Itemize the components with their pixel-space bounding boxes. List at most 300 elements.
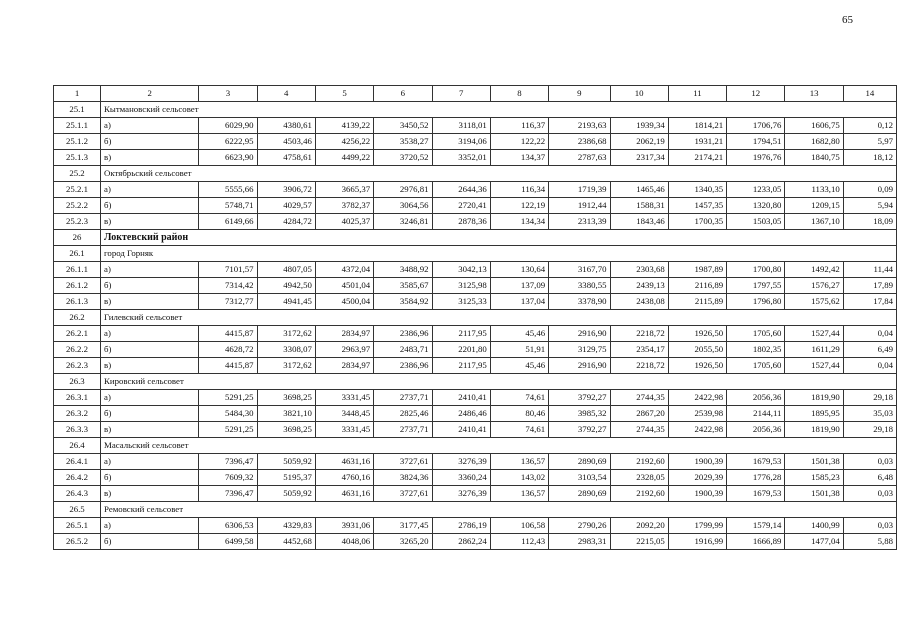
value-cell: 2737,71 bbox=[374, 422, 432, 438]
value-cell: 1700,35 bbox=[668, 214, 726, 230]
value-cell: 4942,50 bbox=[257, 278, 315, 294]
value-cell: 4139,22 bbox=[315, 118, 373, 134]
value-cell: 6499,58 bbox=[199, 534, 257, 550]
column-header: 5 bbox=[315, 86, 373, 102]
column-header: 13 bbox=[785, 86, 843, 102]
row-variant: а) bbox=[101, 326, 199, 342]
value-cell: 5555,66 bbox=[199, 182, 257, 198]
row-variant: б) bbox=[101, 342, 199, 358]
value-cell: 2092,20 bbox=[610, 518, 668, 534]
value-cell: 2834,97 bbox=[315, 358, 373, 374]
value-cell: 1926,50 bbox=[668, 326, 726, 342]
value-cell: 122,19 bbox=[490, 198, 548, 214]
value-cell: 2890,69 bbox=[549, 486, 610, 502]
table-row bbox=[54, 118, 897, 134]
row-code: 26.4.1 bbox=[54, 454, 101, 470]
value-cell: 4628,72 bbox=[199, 342, 257, 358]
value-cell: 5059,92 bbox=[257, 486, 315, 502]
value-cell: 1900,39 bbox=[668, 454, 726, 470]
section-row bbox=[54, 310, 897, 326]
value-cell: 3378,90 bbox=[549, 294, 610, 310]
value-cell: 2116,89 bbox=[668, 278, 726, 294]
row-code: 26.2.1 bbox=[54, 326, 101, 342]
value-cell: 1588,31 bbox=[610, 198, 668, 214]
row-code: 26 bbox=[54, 230, 101, 246]
value-cell: 29,18 bbox=[843, 422, 896, 438]
value-cell: 2976,81 bbox=[374, 182, 432, 198]
value-cell: 3265,20 bbox=[374, 534, 432, 550]
value-cell: 2174,21 bbox=[668, 150, 726, 166]
value-cell: 1666,89 bbox=[727, 534, 785, 550]
value-cell: 3906,72 bbox=[257, 182, 315, 198]
value-cell: 3125,98 bbox=[432, 278, 490, 294]
value-cell: 3172,62 bbox=[257, 326, 315, 342]
value-cell: 122,22 bbox=[490, 134, 548, 150]
value-cell: 1579,14 bbox=[727, 518, 785, 534]
value-cell: 4499,22 bbox=[315, 150, 373, 166]
value-cell: 3727,61 bbox=[374, 454, 432, 470]
value-cell: 3360,24 bbox=[432, 470, 490, 486]
table-row bbox=[54, 326, 897, 342]
value-cell: 2720,41 bbox=[432, 198, 490, 214]
value-cell: 2439,13 bbox=[610, 278, 668, 294]
row-variant: а) bbox=[101, 454, 199, 470]
value-cell: 3125,33 bbox=[432, 294, 490, 310]
row-code: 25.1.2 bbox=[54, 134, 101, 150]
value-cell: 3792,27 bbox=[549, 390, 610, 406]
section-row bbox=[54, 166, 897, 182]
value-cell: 3308,07 bbox=[257, 342, 315, 358]
value-cell: 2787,63 bbox=[549, 150, 610, 166]
value-cell: 1819,90 bbox=[785, 390, 843, 406]
value-cell: 136,57 bbox=[490, 454, 548, 470]
value-cell: 3352,01 bbox=[432, 150, 490, 166]
value-cell: 2386,68 bbox=[549, 134, 610, 150]
value-cell: 2834,97 bbox=[315, 326, 373, 342]
table-row bbox=[54, 486, 897, 502]
value-cell: 1976,76 bbox=[727, 150, 785, 166]
row-variant: в) bbox=[101, 358, 199, 374]
row-variant: б) bbox=[101, 134, 199, 150]
value-cell: 112,43 bbox=[490, 534, 548, 550]
value-cell: 2539,98 bbox=[668, 406, 726, 422]
value-cell: 2192,60 bbox=[610, 454, 668, 470]
column-header: 12 bbox=[727, 86, 785, 102]
value-cell: 1233,05 bbox=[727, 182, 785, 198]
value-cell: 4380,61 bbox=[257, 118, 315, 134]
row-variant: б) bbox=[101, 406, 199, 422]
column-header: 9 bbox=[549, 86, 610, 102]
value-cell: 1797,55 bbox=[727, 278, 785, 294]
value-cell: 2916,90 bbox=[549, 326, 610, 342]
value-cell: 1527,44 bbox=[785, 358, 843, 374]
row-code: 26.3.1 bbox=[54, 390, 101, 406]
row-code: 25.2.2 bbox=[54, 198, 101, 214]
value-cell: 18,09 bbox=[843, 214, 896, 230]
value-cell: 1776,28 bbox=[727, 470, 785, 486]
value-cell: 2303,68 bbox=[610, 262, 668, 278]
value-cell: 2744,35 bbox=[610, 390, 668, 406]
value-cell: 116,37 bbox=[490, 118, 548, 134]
value-cell: 2215,05 bbox=[610, 534, 668, 550]
value-cell: 2193,63 bbox=[549, 118, 610, 134]
value-cell: 2744,35 bbox=[610, 422, 668, 438]
value-cell: 1796,80 bbox=[727, 294, 785, 310]
value-cell: 3276,39 bbox=[432, 486, 490, 502]
district-row bbox=[54, 230, 897, 246]
row-code: 26.1.1 bbox=[54, 262, 101, 278]
value-cell: 1895,95 bbox=[785, 406, 843, 422]
row-code: 26.3 bbox=[54, 374, 101, 390]
value-cell: 1320,80 bbox=[727, 198, 785, 214]
row-code: 26.2.3 bbox=[54, 358, 101, 374]
value-cell: 137,09 bbox=[490, 278, 548, 294]
table-row bbox=[54, 358, 897, 374]
table-row bbox=[54, 182, 897, 198]
value-cell: 3064,56 bbox=[374, 198, 432, 214]
table-row bbox=[54, 534, 897, 550]
value-cell: 3824,36 bbox=[374, 470, 432, 486]
row-code: 25.2.3 bbox=[54, 214, 101, 230]
value-cell: 74,61 bbox=[490, 422, 548, 438]
value-cell: 6306,53 bbox=[199, 518, 257, 534]
value-cell: 2867,20 bbox=[610, 406, 668, 422]
value-cell: 136,57 bbox=[490, 486, 548, 502]
table-row bbox=[54, 262, 897, 278]
section-title: Кировский сельсовет bbox=[101, 374, 897, 390]
value-cell: 134,37 bbox=[490, 150, 548, 166]
row-variant: в) bbox=[101, 486, 199, 502]
value-cell: 45,46 bbox=[490, 326, 548, 342]
value-cell: 4029,57 bbox=[257, 198, 315, 214]
value-cell: 0,03 bbox=[843, 486, 896, 502]
value-cell: 1819,90 bbox=[785, 422, 843, 438]
value-cell: 2790,26 bbox=[549, 518, 610, 534]
value-cell: 2916,90 bbox=[549, 358, 610, 374]
table-row bbox=[54, 342, 897, 358]
value-cell: 5195,37 bbox=[257, 470, 315, 486]
value-cell: 6222,95 bbox=[199, 134, 257, 150]
value-cell: 3103,54 bbox=[549, 470, 610, 486]
value-cell: 5,88 bbox=[843, 534, 896, 550]
value-cell: 5,97 bbox=[843, 134, 896, 150]
value-cell: 6,48 bbox=[843, 470, 896, 486]
row-code: 26.2 bbox=[54, 310, 101, 326]
table-row bbox=[54, 390, 897, 406]
value-cell: 2438,08 bbox=[610, 294, 668, 310]
value-cell: 3698,25 bbox=[257, 422, 315, 438]
value-cell: 1492,42 bbox=[785, 262, 843, 278]
value-cell: 6623,90 bbox=[199, 150, 257, 166]
value-cell: 3129,75 bbox=[549, 342, 610, 358]
value-cell: 0,03 bbox=[843, 518, 896, 534]
table-row bbox=[54, 278, 897, 294]
value-cell: 5291,25 bbox=[199, 390, 257, 406]
section-title: Октябрьский сельсовет bbox=[101, 166, 897, 182]
table-row bbox=[54, 134, 897, 150]
value-cell: 7314,42 bbox=[199, 278, 257, 294]
row-code: 25.2 bbox=[54, 166, 101, 182]
value-cell: 143,02 bbox=[490, 470, 548, 486]
column-header: 7 bbox=[432, 86, 490, 102]
value-cell: 80,46 bbox=[490, 406, 548, 422]
table-row bbox=[54, 422, 897, 438]
value-cell: 4452,68 bbox=[257, 534, 315, 550]
value-cell: 2192,60 bbox=[610, 486, 668, 502]
value-cell: 1340,35 bbox=[668, 182, 726, 198]
row-variant: в) bbox=[101, 214, 199, 230]
value-cell: 4500,04 bbox=[315, 294, 373, 310]
section-title: Масальский сельсовет bbox=[101, 438, 897, 454]
value-cell: 5748,71 bbox=[199, 198, 257, 214]
value-cell: 2056,36 bbox=[727, 390, 785, 406]
value-cell: 3584,92 bbox=[374, 294, 432, 310]
value-cell: 3985,32 bbox=[549, 406, 610, 422]
value-cell: 4631,16 bbox=[315, 454, 373, 470]
section-title: Ремовский сельсовет bbox=[101, 502, 897, 518]
row-code: 26.4.2 bbox=[54, 470, 101, 486]
value-cell: 1700,80 bbox=[727, 262, 785, 278]
section-row bbox=[54, 102, 897, 118]
value-cell: 2963,97 bbox=[315, 342, 373, 358]
table-row bbox=[54, 198, 897, 214]
row-code: 26.4 bbox=[54, 438, 101, 454]
value-cell: 116,34 bbox=[490, 182, 548, 198]
value-cell: 2862,24 bbox=[432, 534, 490, 550]
row-code: 26.5.1 bbox=[54, 518, 101, 534]
value-cell: 1606,75 bbox=[785, 118, 843, 134]
value-cell: 2055,50 bbox=[668, 342, 726, 358]
value-cell: 1843,46 bbox=[610, 214, 668, 230]
value-cell: 2878,36 bbox=[432, 214, 490, 230]
value-cell: 3380,55 bbox=[549, 278, 610, 294]
value-cell: 18,12 bbox=[843, 150, 896, 166]
row-variant: в) bbox=[101, 150, 199, 166]
table-row bbox=[54, 470, 897, 486]
value-cell: 1802,35 bbox=[727, 342, 785, 358]
value-cell: 4807,05 bbox=[257, 262, 315, 278]
value-cell: 2737,71 bbox=[374, 390, 432, 406]
value-cell: 1400,99 bbox=[785, 518, 843, 534]
column-header: 3 bbox=[199, 86, 257, 102]
value-cell: 3042,13 bbox=[432, 262, 490, 278]
table-row bbox=[54, 150, 897, 166]
value-cell: 5484,30 bbox=[199, 406, 257, 422]
value-cell: 106,58 bbox=[490, 518, 548, 534]
value-cell: 137,04 bbox=[490, 294, 548, 310]
row-code: 26.1.2 bbox=[54, 278, 101, 294]
value-cell: 0,09 bbox=[843, 182, 896, 198]
section-row bbox=[54, 374, 897, 390]
value-cell: 2386,96 bbox=[374, 358, 432, 374]
value-cell: 0,12 bbox=[843, 118, 896, 134]
value-cell: 1719,39 bbox=[549, 182, 610, 198]
value-cell: 45,46 bbox=[490, 358, 548, 374]
row-code: 26.3.2 bbox=[54, 406, 101, 422]
value-cell: 1926,50 bbox=[668, 358, 726, 374]
value-cell: 7396,47 bbox=[199, 454, 257, 470]
value-cell: 1900,39 bbox=[668, 486, 726, 502]
value-cell: 4256,22 bbox=[315, 134, 373, 150]
column-header: 2 bbox=[101, 86, 199, 102]
value-cell: 1501,38 bbox=[785, 454, 843, 470]
column-header: 11 bbox=[668, 86, 726, 102]
value-cell: 1705,60 bbox=[727, 326, 785, 342]
value-cell: 1794,51 bbox=[727, 134, 785, 150]
value-cell: 1501,38 bbox=[785, 486, 843, 502]
row-variant: а) bbox=[101, 390, 199, 406]
row-variant: а) bbox=[101, 118, 199, 134]
value-cell: 4631,16 bbox=[315, 486, 373, 502]
column-header: 10 bbox=[610, 86, 668, 102]
value-cell: 1679,53 bbox=[727, 454, 785, 470]
value-cell: 2117,95 bbox=[432, 326, 490, 342]
section-title: Кытмановский сельсовет bbox=[101, 102, 897, 118]
value-cell: 2313,39 bbox=[549, 214, 610, 230]
value-cell: 17,84 bbox=[843, 294, 896, 310]
column-header: 6 bbox=[374, 86, 432, 102]
value-cell: 3821,10 bbox=[257, 406, 315, 422]
value-cell: 0,04 bbox=[843, 358, 896, 374]
value-cell: 1840,75 bbox=[785, 150, 843, 166]
value-cell: 1912,44 bbox=[549, 198, 610, 214]
value-cell: 4372,04 bbox=[315, 262, 373, 278]
table-row bbox=[54, 214, 897, 230]
value-cell: 3331,45 bbox=[315, 422, 373, 438]
value-cell: 1477,04 bbox=[785, 534, 843, 550]
value-cell: 1209,15 bbox=[785, 198, 843, 214]
value-cell: 5059,92 bbox=[257, 454, 315, 470]
row-code: 26.2.2 bbox=[54, 342, 101, 358]
value-cell: 2056,36 bbox=[727, 422, 785, 438]
data-table bbox=[53, 85, 897, 550]
value-cell: 2029,39 bbox=[668, 470, 726, 486]
value-cell: 2410,41 bbox=[432, 422, 490, 438]
value-cell: 3118,01 bbox=[432, 118, 490, 134]
value-cell: 1799,99 bbox=[668, 518, 726, 534]
table-row bbox=[54, 454, 897, 470]
value-cell: 4501,04 bbox=[315, 278, 373, 294]
value-cell: 1465,46 bbox=[610, 182, 668, 198]
column-header: 14 bbox=[843, 86, 896, 102]
district-title: Локтевский район bbox=[101, 230, 897, 246]
row-code: 26.1 bbox=[54, 246, 101, 262]
value-cell: 2486,46 bbox=[432, 406, 490, 422]
value-cell: 1585,23 bbox=[785, 470, 843, 486]
value-cell: 1576,27 bbox=[785, 278, 843, 294]
value-cell: 3448,45 bbox=[315, 406, 373, 422]
value-cell: 3331,45 bbox=[315, 390, 373, 406]
value-cell: 0,04 bbox=[843, 326, 896, 342]
value-cell: 1705,60 bbox=[727, 358, 785, 374]
value-cell: 1987,89 bbox=[668, 262, 726, 278]
value-cell: 1706,76 bbox=[727, 118, 785, 134]
table-row bbox=[54, 518, 897, 534]
value-cell: 1939,34 bbox=[610, 118, 668, 134]
column-header: 4 bbox=[257, 86, 315, 102]
value-cell: 6149,66 bbox=[199, 214, 257, 230]
value-cell: 2117,95 bbox=[432, 358, 490, 374]
section-title: город Горняк bbox=[101, 246, 897, 262]
value-cell: 2115,89 bbox=[668, 294, 726, 310]
value-cell: 3698,25 bbox=[257, 390, 315, 406]
value-cell: 4025,37 bbox=[315, 214, 373, 230]
row-code: 25.1.3 bbox=[54, 150, 101, 166]
row-variant: а) bbox=[101, 518, 199, 534]
row-variant: б) bbox=[101, 534, 199, 550]
value-cell: 4758,61 bbox=[257, 150, 315, 166]
value-cell: 35,03 bbox=[843, 406, 896, 422]
row-code: 26.4.3 bbox=[54, 486, 101, 502]
value-cell: 2144,11 bbox=[727, 406, 785, 422]
value-cell: 4760,16 bbox=[315, 470, 373, 486]
value-cell: 2218,72 bbox=[610, 326, 668, 342]
value-cell: 2218,72 bbox=[610, 358, 668, 374]
value-cell: 4941,45 bbox=[257, 294, 315, 310]
value-cell: 3538,27 bbox=[374, 134, 432, 150]
table-body bbox=[54, 86, 897, 550]
value-cell: 2422,98 bbox=[668, 422, 726, 438]
row-variant: а) bbox=[101, 262, 199, 278]
row-code: 25.2.1 bbox=[54, 182, 101, 198]
value-cell: 4415,87 bbox=[199, 326, 257, 342]
value-cell: 3585,67 bbox=[374, 278, 432, 294]
value-cell: 3792,27 bbox=[549, 422, 610, 438]
value-cell: 0,03 bbox=[843, 454, 896, 470]
row-code: 26.1.3 bbox=[54, 294, 101, 310]
value-cell: 3246,81 bbox=[374, 214, 432, 230]
value-cell: 2483,71 bbox=[374, 342, 432, 358]
value-cell: 1931,21 bbox=[668, 134, 726, 150]
row-code: 26.5 bbox=[54, 502, 101, 518]
value-cell: 3167,70 bbox=[549, 262, 610, 278]
value-cell: 1133,10 bbox=[785, 182, 843, 198]
value-cell: 1679,53 bbox=[727, 486, 785, 502]
row-code: 26.3.3 bbox=[54, 422, 101, 438]
value-cell: 1814,21 bbox=[668, 118, 726, 134]
value-cell: 1611,29 bbox=[785, 342, 843, 358]
row-variant: б) bbox=[101, 198, 199, 214]
value-cell: 3172,62 bbox=[257, 358, 315, 374]
value-cell: 3720,52 bbox=[374, 150, 432, 166]
value-cell: 4503,46 bbox=[257, 134, 315, 150]
value-cell: 2386,96 bbox=[374, 326, 432, 342]
row-variant: б) bbox=[101, 470, 199, 486]
value-cell: 3931,06 bbox=[315, 518, 373, 534]
value-cell: 2983,31 bbox=[549, 534, 610, 550]
section-row bbox=[54, 438, 897, 454]
value-cell: 74,61 bbox=[490, 390, 548, 406]
column-header: 8 bbox=[490, 86, 548, 102]
table-row bbox=[54, 294, 897, 310]
page-number: 65 bbox=[842, 14, 853, 26]
value-cell: 7396,47 bbox=[199, 486, 257, 502]
value-cell: 7312,77 bbox=[199, 294, 257, 310]
row-variant: в) bbox=[101, 294, 199, 310]
value-cell: 134,34 bbox=[490, 214, 548, 230]
value-cell: 1503,05 bbox=[727, 214, 785, 230]
value-cell: 29,18 bbox=[843, 390, 896, 406]
value-cell: 2201,80 bbox=[432, 342, 490, 358]
value-cell: 7609,32 bbox=[199, 470, 257, 486]
value-cell: 3450,52 bbox=[374, 118, 432, 134]
value-cell: 7101,57 bbox=[199, 262, 257, 278]
value-cell: 2317,34 bbox=[610, 150, 668, 166]
value-cell: 3665,37 bbox=[315, 182, 373, 198]
section-row bbox=[54, 246, 897, 262]
value-cell: 2062,19 bbox=[610, 134, 668, 150]
value-cell: 17,89 bbox=[843, 278, 896, 294]
